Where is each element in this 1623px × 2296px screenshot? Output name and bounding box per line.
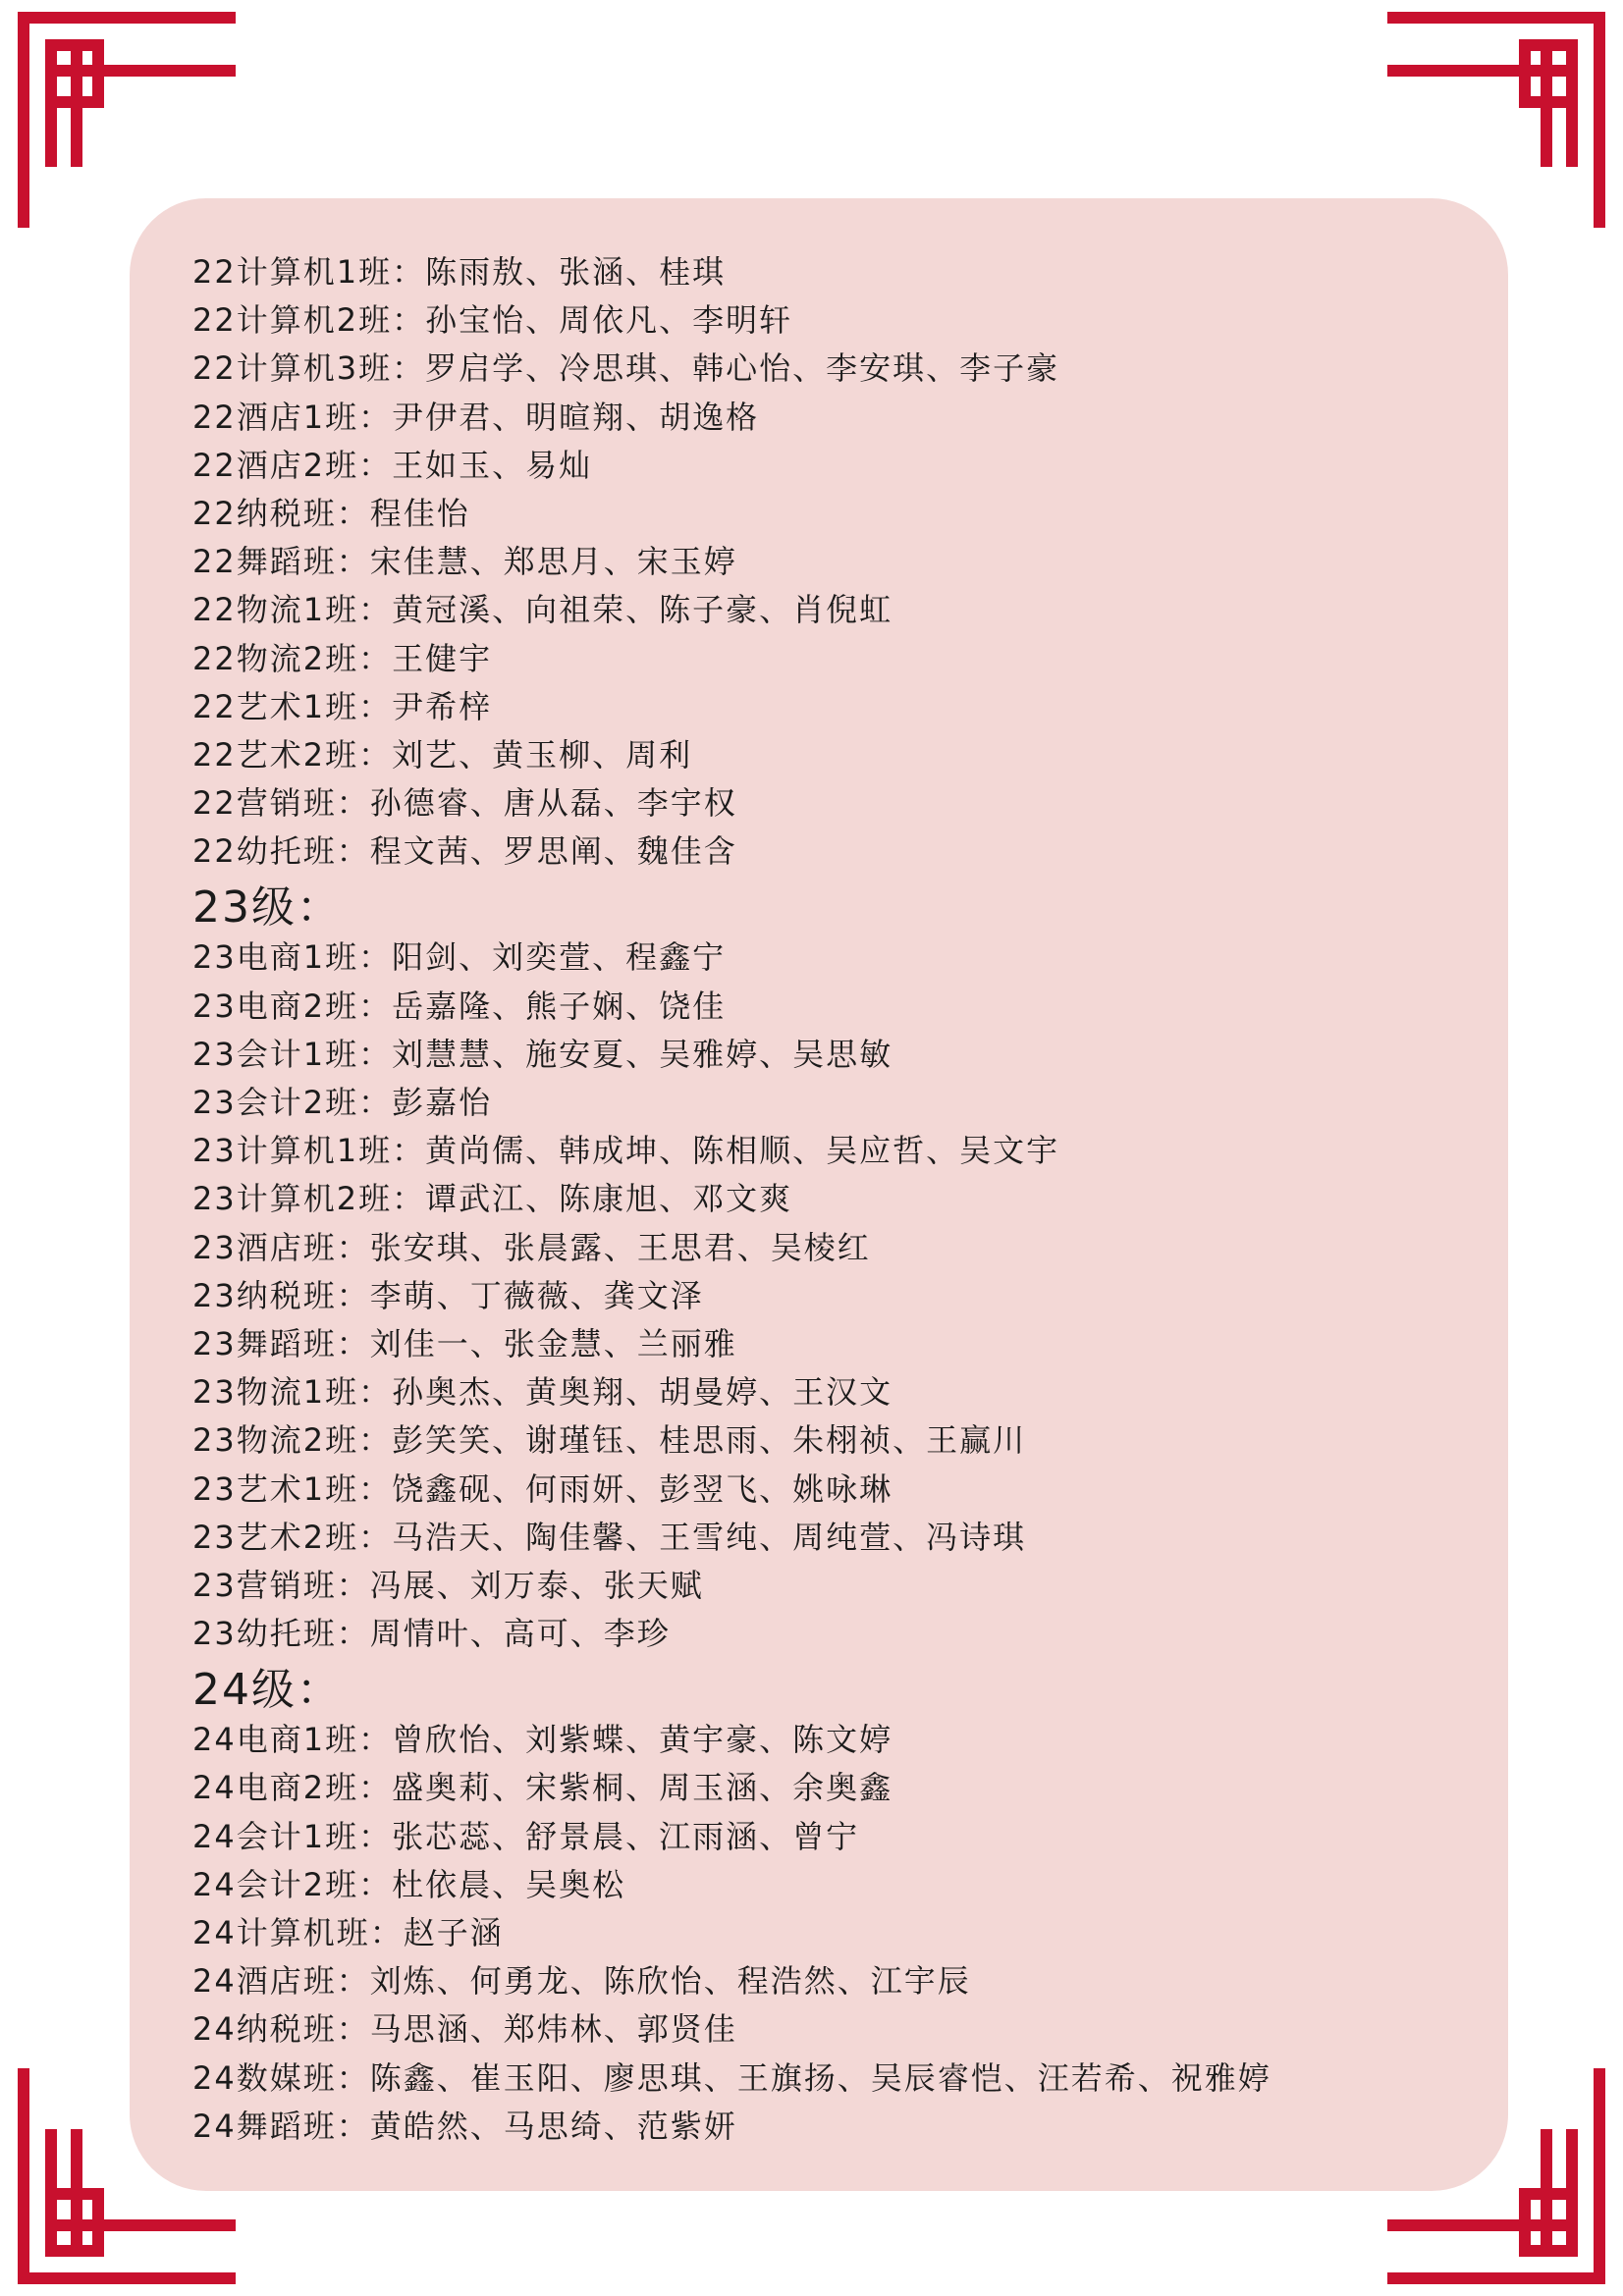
class-line: 23营销班：冯展、刘万泰、张天赋 bbox=[192, 1566, 704, 1604]
class-line: 22营销班：孙德睿、唐从磊、李宇权 bbox=[192, 784, 737, 823]
class-line: 22酒店2班：王如玉、易灿 bbox=[192, 446, 593, 484]
class-line: 24计算机班：赵子涵 bbox=[192, 1914, 504, 1951]
class-line: 24酒店班：刘炼、何勇龙、陈欣怡、程浩然、江宇辰 bbox=[192, 1962, 971, 2001]
class-line: 23舞蹈班：刘佳一、张金慧、兰丽雅 bbox=[192, 1324, 737, 1362]
class-line: 22酒店1班：尹伊君、明暄翔、胡逸格 bbox=[192, 398, 760, 436]
class-line: 24舞蹈班：黄皓然、马思绮、范紫妍 bbox=[192, 2107, 737, 2145]
class-line: 23艺术1班：饶鑫砚、何雨妍、彭翌飞、姚咏琳 bbox=[192, 1469, 893, 1508]
class-line: 24数媒班：陈鑫、崔玉阳、廖思琪、王旗扬、吴辰睿恺、汪若希、祝雅婷 bbox=[192, 2058, 1271, 2097]
class-line: 23幼托班：周情叶、高可、李珍 bbox=[192, 1615, 671, 1653]
grade-heading-23: 23级： bbox=[192, 882, 342, 934]
class-line: 22计算机2班：孙宝怡、周依凡、李明轩 bbox=[192, 301, 793, 340]
class-line: 23电商2班：岳嘉隆、熊子娴、饶佳 bbox=[192, 987, 727, 1025]
class-line: 23物流1班：孙奥杰、黄奥翔、胡曼婷、王汉文 bbox=[192, 1373, 893, 1412]
class-list bbox=[192, 248, 1271, 2151]
class-line: 23计算机1班：黄尚儒、韩成坤、陈相顺、吴应哲、吴文宇 bbox=[192, 1132, 1060, 1170]
class-line: 23电商1班：阳剑、刘奕萱、程鑫宁 bbox=[192, 938, 727, 977]
class-line: 23会计1班：刘慧慧、施安夏、吴雅婷、吴思敏 bbox=[192, 1035, 893, 1073]
class-line: 22计算机3班：罗启学、冷思琪、韩心怡、李安琪、李子豪 bbox=[192, 349, 1060, 388]
class-line: 23纳税班：李萌、丁薇薇、龚文泽 bbox=[192, 1276, 704, 1314]
class-line: 22计算机1班：陈雨敖、张涵、桂琪 bbox=[192, 253, 727, 291]
class-line: 22艺术1班：尹希梓 bbox=[192, 687, 493, 725]
grade-heading-24: 24级： bbox=[192, 1665, 342, 1716]
class-line: 22物流2班：王健宇 bbox=[192, 639, 493, 677]
class-line: 24会计2班：杜依晨、吴奥松 bbox=[192, 1865, 626, 1903]
class-line: 24会计1班：张芯蕊、舒景晨、江雨涵、曾宁 bbox=[192, 1817, 860, 1855]
class-line: 24纳税班：马思涵、郑炜林、郭贤佳 bbox=[192, 2010, 737, 2049]
class-line: 22艺术2班：刘艺、黄玉柳、周利 bbox=[192, 735, 693, 774]
class-line: 24电商2班：盛奥莉、宋紫桐、周玉涵、余奥鑫 bbox=[192, 1769, 893, 1807]
class-line: 23酒店班：张安琪、张晨露、王思君、吴棱红 bbox=[192, 1228, 871, 1266]
class-line: 23计算机2班：谭武江、陈康旭、邓文爽 bbox=[192, 1180, 793, 1218]
class-line: 22幼托班：程文茜、罗思阐、魏佳含 bbox=[192, 832, 737, 871]
class-line: 22物流1班：黄冠溪、向祖荣、陈子豪、肖倪虹 bbox=[192, 591, 893, 629]
class-line: 22舞蹈班：宋佳慧、郑思月、宋玉婷 bbox=[192, 543, 737, 581]
class-line: 22纳税班：程佳怡 bbox=[192, 494, 470, 532]
class-line: 23会计2班：彭嘉怡 bbox=[192, 1084, 493, 1121]
class-line: 24电商1班：曾欣怡、刘紫蝶、黄宇豪、陈文婷 bbox=[192, 1721, 893, 1759]
class-line: 23物流2班：彭笑笑、谢瑾钰、桂思雨、朱栩祯、王赢川 bbox=[192, 1421, 1027, 1460]
class-line: 23艺术2班：马浩天、陶佳馨、王雪纯、周纯萱、冯诗琪 bbox=[192, 1518, 1027, 1556]
